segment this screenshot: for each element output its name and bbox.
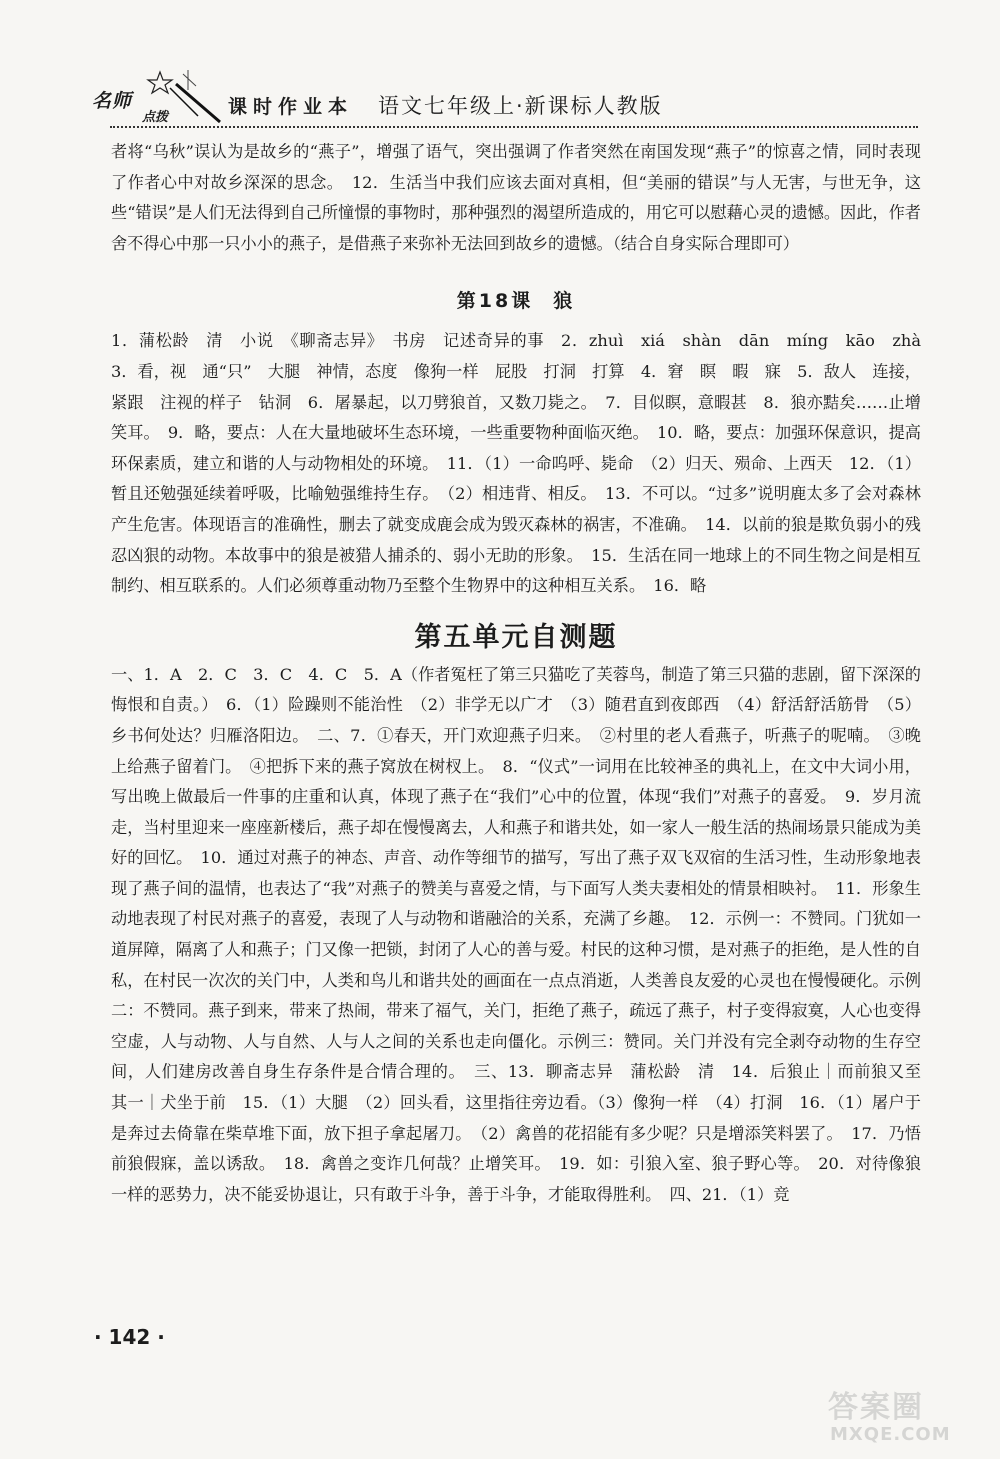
lesson-heading [111,286,921,313]
header-divider [110,126,918,128]
book-subtitle: 语文七年级上·新课标人教版 [378,94,663,118]
logo-text: 名师 [92,90,133,112]
lesson-name: 狼 [553,290,576,313]
book-title: 课时作业本 [228,96,354,118]
page-content [111,137,938,1210]
unit-heading: 第五单元自测题 [414,621,618,653]
logo-subtext: 点拨 [142,110,169,125]
intro-paragraph: 者将“乌秋”误认为是故乡的“燕子”，增强了语气，突出强调了作者突然在南国发现“燕子”的惊喜之情，同时表现了作者心中对故乡深深的思念。 12．生活当中我们应该去面对真相，但“美丽的错误”与人无害，与世无争，这些“错误”是人们无法得到自己所憧憬的事物时，那种强烈的渴望所造成的，用它可以慰藉心灵的遗憾。因此，作者舍不得心中那一只小小的燕子，是借燕子来弥补无法回到故乡的遗憾。（结合自身实际合理即可） [111,142,921,253]
watermark-text: 答案圈 [828,1390,924,1425]
lesson-number: 第18课 [456,290,534,313]
lesson-answers: 1．蒲松龄 清 小说 《聊斋志异》 书房 记述奇异的事 2．zhuì xiá shàn dān míng kāo zhà 3．看，视 通“只” 大腿 神情，态度 像狗一样 屁股 打洞 打算 4．窘 瞑 暇 寐 5．敌人 连接，紧跟 注视的样子 钻洞 6．屠暴起，以刀劈狼首，又数刀毙之。 7．目似瞑，意暇甚 8．狼亦黠矣……止增笑耳。 9．略，要点：人在大量地破坏生态环境，一些重要物种面临灭绝。 10．略，要点：加强环保意识，提高环保素质，建立和谐的人与动物相处的环境。 11．（1）一命呜呼、毙命 （2）归天、殒命、上西天 12．（1）暂且还勉强延续着呼吸，比喻勉强维持生存。 （2）相违背、相反。 13．不可以。“过多”说明鹿太多了会对森林产生危害。体现语言的准确性，删去了就变成鹿会成为毁灭森林的祸害，不准确。 14．以前的狼是欺负弱小的残忍凶狠的动物。本故事中的狼是被猎人捕杀的、弱小无助的形象。 15．生活在同一地球上的不同生物之间是相互制约、相互联系的。人们必须尊重动物乃至整个生物界中的这种相互关系。 16．略 [111,331,938,596]
watermark-url: MXQE.COM [830,1424,951,1445]
page-header [88,66,918,128]
publisher-logo [88,66,223,128]
unit-answers: 一、1．A 2．C 3．C 4．C 5．A（作者冤枉了第三只猫吃了芙蓉鸟，制造了第三只猫的悲剧，留下深深的悔恨和自责。） 6．（1）险躁则不能治性 （2）非学无以广才 （3）随君直到夜郎西 （4）舒活舒活筋骨 （5）乡书何处达？归雁洛阳边。 二、7．①春天，开门欢迎燕子归来。 ②村里的老人看燕子，听燕子的呢喃。 ③晚上给燕子留着门。 ④把拆下来的燕子窝放在树杈上。 8．“仪式”一词用在比较神圣的典礼上，在文中大词小用，写出晚上做最后一件事的庄重和认真，体现了燕子在“我们”心中的位置，体现“我们”对燕子的喜爱。 9．岁月流走，当村里迎来一座座新楼后，燕子却在慢慢离去，人和燕子和谐共处，如一家人一般生活的热闹场景只能成为美好的回忆。 10．通过对燕子的神态、声音、动作等细节的描写，写出了燕子双飞双宿的生活习性，生动形象地表现了燕子间的温情，也表达了“我”对燕子的赞美与喜爱之情，与下面写人类夫妻相处的情景相映衬。 11．形象生动地表现了村民对燕子的喜爱，表现了人与动物和谐融洽的关系，充满了乡趣。 12．示例一：不赞同。门犹如一道屏障，隔离了人和燕子；门又像一把锁，封闭了人心的善与爱。村民的这种习惯，是对燕子的拒绝，是人性的自私，在村民一次次的关门中，人类和鸟儿和谐共处的画面在一点点消逝，人类善良友爱的心灵也在慢慢硬化。示例二：不赞同。燕子到来，带来了热闹，带来了福气，关门，拒绝了燕子，疏远了燕子，村子变得寂寞，人心也变得空虚，人与动物、人与自然、人与人之间的关系也走向僵化。示例三：赞同。关门并没有完全剥夺动物的生存空间，人们建房改善自身生存条件是合情合理的。 三、13．聊斋志异 蒲松龄 清 14．后狼止｜而前狼又至 其一｜犬坐于前 15．（1）大腿 （2）回头看，这里指往旁边看。（3）像狗一样 （4）打洞 16．（1）屠户于是奔过去倚靠在柴草堆下面，放下担子拿起屠刀。 （2）禽兽的花招能有多少呢？只是增添笑料罢了。 17．乃悟前狼假寐，盖以诱敌。 18．禽兽之变诈几何哉？止增笑耳。 19．如：引狼入室、狼子野心等。 20．对待像狼一样的恶势力，决不能妥协退让，只有敢于斗争，善于斗争，才能取得胜利。 四、21．（1）竞 [111,664,938,1204]
watermark [826,1380,956,1450]
page-number: · 142 · [94,1325,165,1349]
